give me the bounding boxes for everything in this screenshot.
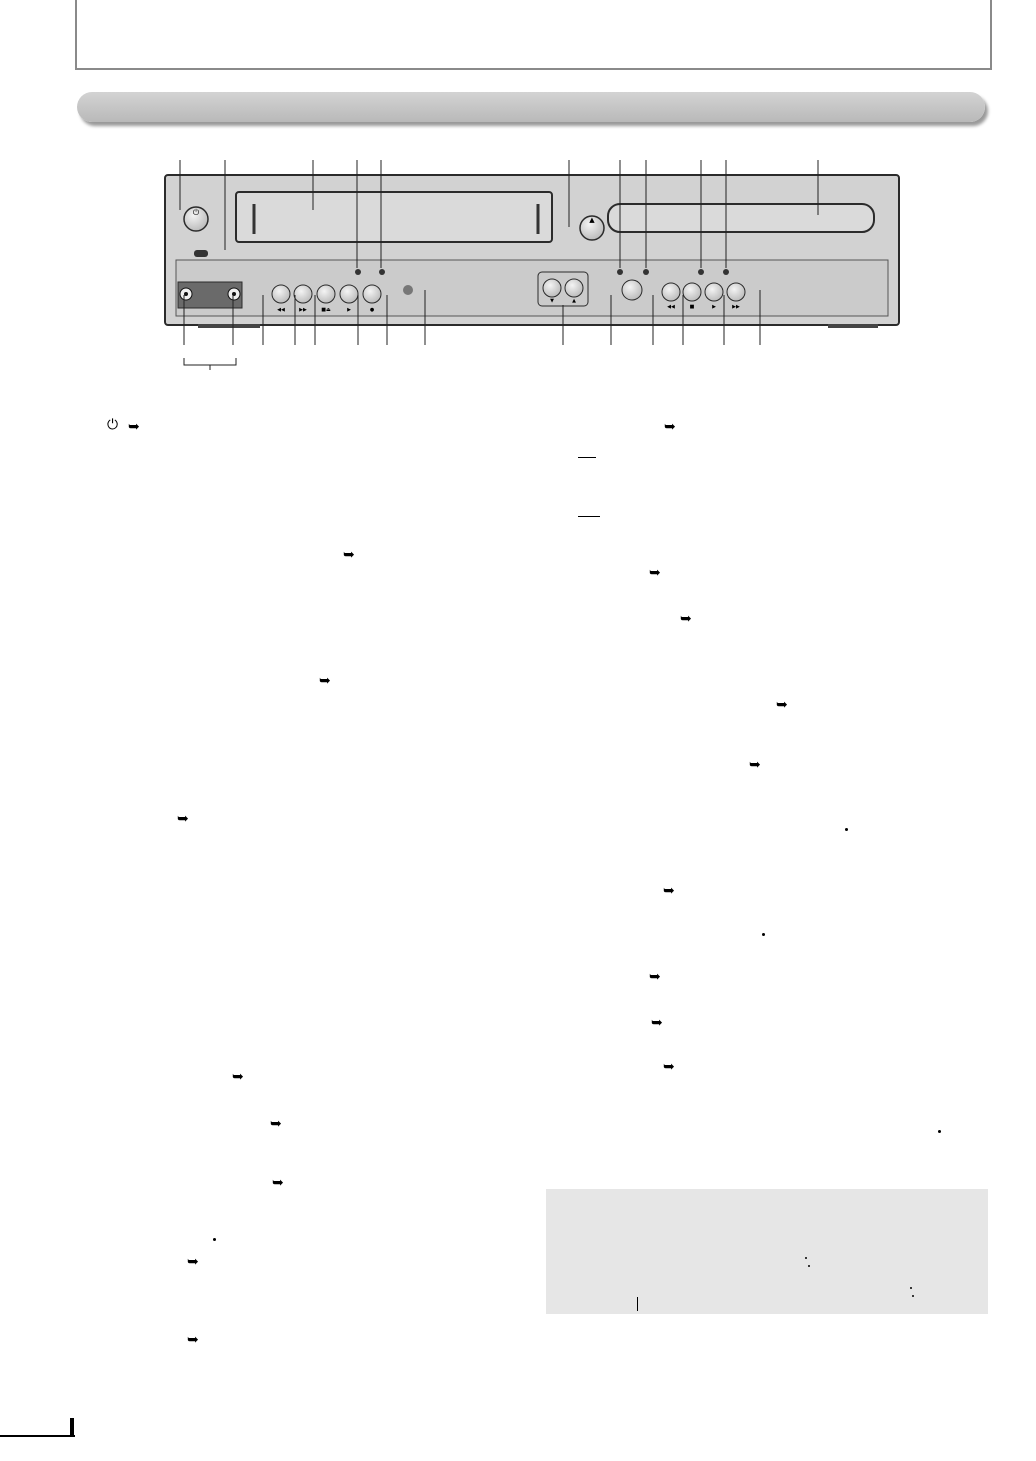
note-box bbox=[546, 1189, 988, 1314]
svg-text:▼: ▼ bbox=[550, 298, 554, 304]
text-dot bbox=[762, 933, 765, 936]
underline-mark bbox=[578, 516, 600, 517]
svg-text:▶▶: ▶▶ bbox=[299, 307, 307, 313]
svg-text:◀◀: ◀◀ bbox=[277, 307, 285, 313]
section-title-bar bbox=[77, 92, 985, 122]
page-reference-arrow: ➥ bbox=[649, 968, 661, 984]
text-dot bbox=[938, 1130, 941, 1133]
svg-text:■: ■ bbox=[689, 304, 695, 310]
svg-text:■⏏: ■⏏ bbox=[321, 307, 331, 313]
text-dot bbox=[912, 1295, 914, 1297]
page-number-rule bbox=[0, 1418, 75, 1437]
text-dot bbox=[213, 1238, 216, 1241]
page-reference-arrow: ➥ bbox=[680, 610, 692, 626]
page-reference-arrow: ➥ bbox=[776, 696, 788, 712]
page-reference-arrow: ➥ bbox=[343, 546, 355, 562]
page-reference-arrow: ➥ bbox=[128, 418, 140, 434]
page-reference-arrow: ➥ bbox=[649, 564, 661, 580]
page-reference-arrow: ➥ bbox=[187, 1331, 199, 1347]
svg-text:▶: ▶ bbox=[712, 304, 716, 310]
page-reference-arrow: ➥ bbox=[270, 1115, 282, 1131]
page-reference-arrow: ➥ bbox=[664, 418, 676, 434]
callout-lines bbox=[0, 155, 1036, 375]
page-reference-arrow: ➥ bbox=[749, 756, 761, 772]
svg-text:▲: ▲ bbox=[589, 216, 595, 224]
svg-text:⏻: ⏻ bbox=[192, 208, 200, 217]
page-reference-arrow: ➥ bbox=[177, 810, 189, 826]
text-dot bbox=[805, 1257, 807, 1259]
page-reference-arrow: ➥ bbox=[319, 672, 331, 688]
text-dot bbox=[845, 828, 848, 831]
text-dot bbox=[808, 1265, 810, 1267]
svg-text:●: ● bbox=[369, 307, 375, 313]
header-box bbox=[75, 0, 992, 70]
underline-mark bbox=[578, 457, 596, 458]
page-reference-arrow: ➥ bbox=[272, 1174, 284, 1190]
page-reference-arrow: ➥ bbox=[232, 1068, 244, 1084]
page-reference-arrow: ➥ bbox=[663, 1058, 675, 1074]
text-cursor-mark bbox=[637, 1297, 638, 1311]
svg-text:▶: ▶ bbox=[347, 307, 351, 313]
page-reference-arrow: ➥ bbox=[651, 1014, 663, 1030]
power-icon: ⏻ bbox=[107, 416, 119, 432]
text-dot bbox=[910, 1287, 912, 1289]
page-reference-arrow: ➥ bbox=[663, 882, 675, 898]
svg-text:◀◀: ◀◀ bbox=[667, 304, 675, 310]
svg-text:▶▶: ▶▶ bbox=[732, 304, 740, 310]
page-number-marker bbox=[70, 1418, 74, 1435]
page-reference-arrow: ➥ bbox=[187, 1253, 199, 1269]
svg-text:▲: ▲ bbox=[572, 298, 576, 304]
